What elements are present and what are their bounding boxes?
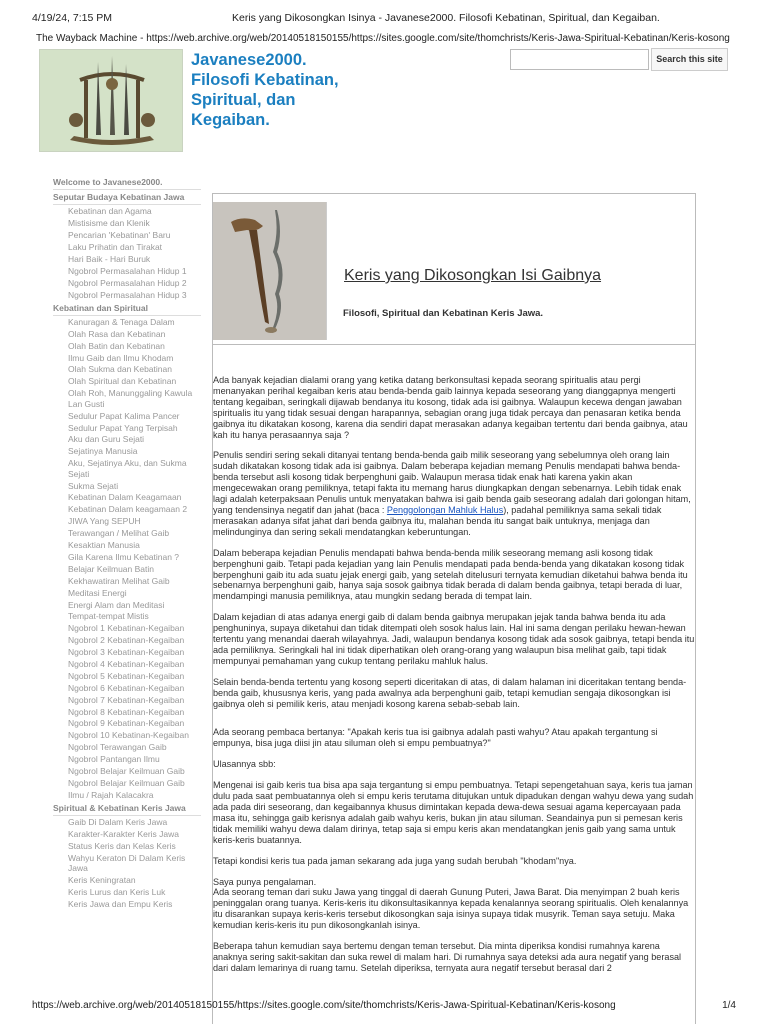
site-title-line: Filosofi Kebatinan,: [191, 71, 339, 89]
site-title[interactable]: [191, 50, 421, 130]
sidebar-item[interactable]: Ngobrol 2 Kebatinan-Kegaiban: [68, 635, 185, 646]
sidebar-item[interactable]: Ngobrol 3 Kebatinan-Kegaiban: [68, 647, 185, 658]
article-paragraph: Ada banyak kejadian dialami orang yang ketika datang berkonsultasi kepada seorang spiritualis atau pergi menanyakan perihal kegaiban keris atau benda-benda gaib lainnya kepada seseorang yang dianggapnya mengerti tentang kegaiban, seringkali dijawab bendanya itu kosong, tidak ada isi gaibnya. Walaupun kecewa dengan jawaban spiritualis itu yang tidak sesuai dengan harapannya, sebagian orang juga tidak percaya dan penasaran ketika benda gaibnya itu dikatakan kosong, karena dia sendiri dapat merasakan adanya kegaiban tertentu dari benda gaibnya, atau kah itu hanya perasaannya saja ?: [213, 375, 688, 440]
sidebar-item[interactable]: Olah Roh, Manunggaling Kawula Lan Gusti: [68, 388, 193, 409]
keris-photo-image: [213, 202, 326, 340]
sidebar-item[interactable]: Sukma Sejati: [68, 480, 119, 491]
article-body: [213, 375, 695, 984]
sidebar-item[interactable]: Karakter-Karakter Keris Jawa: [68, 828, 180, 839]
sidebar-item[interactable]: Status Keris dan Kelas Keris: [68, 840, 176, 851]
sidebar-section-title[interactable]: Spiritual & Kebatinan Keris Jawa: [53, 802, 201, 816]
sidebar-item[interactable]: Kesaktian Manusia: [68, 540, 140, 551]
sidebar-item[interactable]: Keris Keningratan: [68, 875, 136, 886]
article-title: Keris yang Dikosongkan Isi Gaibnya: [344, 267, 602, 284]
sidebar-item[interactable]: Ngobrol Terawangan Gaib: [68, 742, 167, 753]
sidebar-item[interactable]: Ilmu Gaib dan Ilmu Khodam: [68, 352, 174, 363]
sidebar-item[interactable]: Wahyu Keraton Di Dalam Keris Jawa: [68, 852, 186, 874]
article-paragraph: [213, 877, 695, 932]
sidebar-item[interactable]: Ngobrol Permasalahan Hidup 1: [68, 265, 187, 276]
sidebar-item[interactable]: JIWA Yang SEPUH: [68, 516, 141, 527]
site-title-line: Kegaiban.: [191, 111, 270, 129]
print-page-number: 1/4: [722, 1000, 736, 1011]
article-subtitle: Filosofi, Spiritual dan Kebatinan Keris Jawa.: [343, 308, 544, 319]
sidebar-item[interactable]: Aku, Sejatinya Aku, dan Sukma Sejati: [68, 458, 187, 479]
sidebar-item[interactable]: Olah Batin dan Kebatinan: [68, 340, 165, 351]
wayback-banner: The Wayback Machine - https://web.archive.org/web/20140518150155/https://sites.google.com/site/thomchrists/Keris-Jawa-Spiritual-Kebatinan/Keris-kosong: [36, 33, 730, 44]
sidebar-item[interactable]: Aku dan Guru Sejati: [68, 434, 145, 445]
sidebar-item[interactable]: Kekhawatiran Melihat Gaib: [68, 575, 170, 586]
article-text-span: Penulis sendiri sering sekali ditanyai tentang benda-benda gaib milik seseorang yang sebelumnya oleh orang lain sudah dikatakan kosong tidak ada isi gaibnya. Dalam beberapa kejadian memang Penulis mendapati bahwa benda-benda tersebut asli kosong tidak berpenghuni gaib. Walaupun merasa tidak enak hati karena yakin akan mengecewakan orang pemiliknya, tetapi fakta itu memang harus diungkapkan dengan sebenarnya. Lebih tidak enak lagi adalah keterpaksaan Penulis untuk menyatakan bahwa isi gaib benda gaib seseorang adalah dari golongan hitam, yang tendensinya negatif dan jahat (baca :: [213, 450, 691, 515]
article-text-span: Ada seorang teman dari suku Jawa yang tinggal di daerah Gunung Puteri, Jawa Barat. Dia menyimpan 2 buah keris peninggalan orang tuanya. Keris-keris itu dikonsultasikannya kepada kenalannya seorang spiritualis. Oleh kenalannya itu disarankan supaya keris-keris tersebut dikosongkan saja isinya supaya tidak musyrik. Teman saya setuju. Maka kemudian keris-keris itu pun dikosongkanlah isinya.: [213, 887, 689, 931]
sidebar-item[interactable]: Kebatinan dan Agama: [68, 206, 152, 217]
sidebar-item[interactable]: Ngobrol Permasalahan Hidup 3: [68, 289, 187, 300]
site-title-line: Javanese2000.: [191, 51, 307, 69]
sidebar-item[interactable]: Sejatinya Manusia: [68, 446, 138, 457]
article-paragraph: Tetapi kondisi keris tua pada jaman sekarang ada juga yang sudah berubah "khodam"nya.: [213, 855, 577, 866]
sidebar-item[interactable]: Ilmu / Rajah Kalacakra: [68, 789, 154, 800]
sidebar-item[interactable]: Keris Lurus dan Keris Luk: [68, 886, 166, 897]
sidebar-item[interactable]: Olah Rasa dan Kebatinan: [68, 328, 166, 339]
print-timestamp: 4/19/24, 7:15 PM: [32, 12, 112, 24]
sidebar-item[interactable]: Olah Sukma dan Kebatinan: [68, 364, 172, 375]
article-paragraph: Mengenai isi gaib keris tua bisa apa saja tergantung si empu pembuatnya. Tetapi sepengetahuan saya, keris tua jaman dulu pada saat pembuatannya oleh si empu keris terutama ditujukan untuk dipadukan dengan wahyu dewa yang sudah ada pada diri seseorang, dan kegaibannya khusus dimintakan kepada dewa-dewa sesuai agama kepercayaan pada masa itu, sehingga gaib kerisnya adalah gaib wahyu keris, bukan jin atau siluman. Seandainya pun si pemesan keris tidak memiliki wahyu dewa dalam dirinya, tetap saja si empu keris akan mendatangkan jenis gaib yang sama untuk keris-keris buatannya.: [213, 780, 694, 845]
search-input[interactable]: [510, 49, 649, 70]
sidebar-item[interactable]: Ngobrol 10 Kebatinan-Kegaiban: [68, 730, 189, 741]
sidebar-welcome-link[interactable]: Welcome to Javanese2000.: [53, 176, 201, 190]
sidebar-item[interactable]: Ngobrol 8 Kebatinan-Kegaiban: [68, 706, 185, 717]
sidebar-item[interactable]: Sedulur Papat Kalima Pancer: [68, 410, 180, 421]
site-title-line: Spiritual, dan: [191, 91, 296, 109]
sidebar-item[interactable]: Energi Alam dan Meditasi: [68, 599, 165, 610]
sidebar-item[interactable]: Laku Prihatin dan Tirakat: [68, 242, 163, 253]
sidebar-item[interactable]: Mistisisme dan Klenik: [68, 218, 150, 229]
sidebar-item[interactable]: Tempat-tempat Mistis: [68, 611, 149, 622]
article-text-span: Saya punya pengalaman.: [213, 876, 317, 887]
sidebar-item[interactable]: Ngobrol Belajar Keilmuan Gaib: [68, 765, 185, 776]
sidebar-item[interactable]: Ngobrol 6 Kebatinan-Kegaiban: [68, 682, 185, 693]
article-paragraph: Ada seorang pembaca bertanya: "Apakah keris tua isi gaibnya adalah pasti wahyu? Atau apakah tergantung si empunya, bisa juga diisi jin atau siluman oleh si empu pembuatnya?": [213, 727, 658, 749]
sidebar-item[interactable]: Belajar Keilmuan Batin: [68, 563, 154, 574]
sidebar-item[interactable]: Ngobrol Pantangan Ilmu: [68, 754, 160, 765]
article-paragraph: Dalam kejadian di atas adanya energi gaib di dalam benda gaibnya merupakan jejak tanda bahwa benda itu ada penghuninya, supaya diketahui dan tidak ditempati oleh sosok halus lain. Hal ini sama dengan perilaku hewan-hewan tertentu yang menandai daerah wilayahnya. Jadi, walaupun bendanya kosong tidak ada sosok gaibnya, tetapi benda itu ada pemiliknya. Seringkali hal ini tidak diperhatikan oleh orang-orang yang walaupun bisa melihat gaib, tapi tidak mempunyai pemahaman yang cukup tentang perilaku mahluk halus.: [213, 612, 695, 666]
sidebar-item[interactable]: Olah Spiritual dan Kebatinan: [68, 376, 177, 387]
article-text-span: ), padahal pemiliknya sama sekali tidak merasakan adanya sifat jahat dari benda gaibnya itu, malahan benda itu sangat baik untuknya, menjaga dan melindunginya dan sering sekali mendatangkan keberuntungan.: [213, 504, 662, 537]
sidebar-nav: [53, 176, 201, 911]
sidebar-item[interactable]: Ngobrol Permasalahan Hidup 2: [68, 277, 187, 288]
mahluk-halus-link[interactable]: Penggolongan Mahluk Halus: [386, 504, 504, 515]
sidebar-item[interactable]: Keris Jawa dan Empu Keris: [68, 898, 173, 909]
print-footer-url: https://web.archive.org/web/20140518150155/https://sites.google.com/site/thomchrists/Keris-Jawa-Spiritual-Kebatinan/Keris-kosong: [32, 1000, 616, 1011]
sidebar-item[interactable]: Kebatinan Dalam keagamaan 2: [68, 504, 188, 515]
sidebar-item[interactable]: Pencarian 'Kebatinan' Baru: [68, 230, 171, 241]
sidebar-item[interactable]: Gila Karena Ilmu Kebatinan ?: [68, 551, 180, 562]
article-paragraph: Selain benda-benda tertentu yang kosong seperti diceritakan di atas, di dalam halaman ini diceritakan tentang benda-benda gaib, khususnya keris, yang pada awalnya ada berpenghuni gaib, tetapi kemudian sengaja dikosongkan isi gaibnya oleh si pemilik keris, atau menjadi kosong karena sebab-sebab lain.: [213, 676, 687, 709]
sidebar-item[interactable]: Kebatinan Dalam Keagamaan: [68, 492, 182, 503]
sidebar-item[interactable]: Hari Baik - Hari Buruk: [68, 253, 151, 264]
sidebar-item[interactable]: Ngobrol Belajar Keilmuan Gaib: [68, 777, 185, 788]
sidebar-item[interactable]: Ngobrol 7 Kebatinan-Kegaiban: [68, 694, 185, 705]
sidebar-item[interactable]: Gaib Di Dalam Keris Jawa: [68, 817, 168, 828]
sidebar-item[interactable]: Ngobrol 4 Kebatinan-Kegaiban: [68, 658, 185, 669]
sidebar-section-title[interactable]: Kebatinan dan Spiritual: [53, 302, 201, 316]
sidebar-item[interactable]: Sedulur Papat Yang Terpisah: [68, 422, 178, 433]
print-footer: [32, 1000, 736, 1014]
article-paragraph: Dalam beberapa kejadian Penulis mendapati bahwa benda-benda milik seseorang memang asli kosong tidak berpenghuni gaib. Tetapi pada kejadian yang lain Penulis mendapati pada benda-benda yang dikatakan kosong tidak berpenghuni gaib itu ada suatu jejak energi gaib, yang setelah ditelusuri ternyata kemudian diketahui bahwa benda itu sebenarnya berpenghuni gaib, hanya saja sosok gaibnya tidak berada di dalam benda gaibnya, tetapi berada di luar, mendampingi manusia pemiliknya, atau mungkin sedang berada di tempat lain.: [213, 547, 688, 602]
sidebar-item[interactable]: Terawangan / Melihat Gaib: [68, 528, 170, 539]
print-title: Keris yang Dikosongkan Isinya - Javanese2000. Filosofi Kebatinan, Spiritual, dan Kegaiban.: [232, 12, 660, 24]
article-paragraph: Ulasannya sbb:: [213, 759, 276, 770]
article-paragraph: [213, 450, 695, 537]
sidebar-item[interactable]: Meditasi Energi: [68, 587, 127, 598]
search-button[interactable]: Search this site: [651, 48, 728, 71]
site-logo-image[interactable]: [39, 49, 183, 152]
sidebar-item[interactable]: Ngobrol 5 Kebatinan-Kegaiban: [68, 670, 185, 681]
sidebar-section-title[interactable]: Seputar Budaya Kebatinan Jawa: [53, 191, 201, 205]
article-paragraph: Beberapa tahun kemudian saya bertemu dengan teman tersebut. Dia minta diperiksa kondisi rumahnya karena anaknya sering sakit-sakitan dan suka rewel di malam hari. Di rumahnya saya deteksi ada aura negatif yang berasal dari dalam lemarinya di ruang tamu. Setelah diperiksa, ternyata aura negatif tersebut berasal dari 2: [213, 941, 682, 973]
sidebar-item[interactable]: Kanuragan & Tenaga Dalam: [68, 316, 175, 327]
print-header: [32, 12, 736, 26]
sidebar-item[interactable]: Ngobrol 1 Kebatinan-Kegaiban: [68, 623, 185, 634]
sidebar-item[interactable]: Ngobrol 9 Kebatinan-Kegaiban: [68, 718, 185, 729]
